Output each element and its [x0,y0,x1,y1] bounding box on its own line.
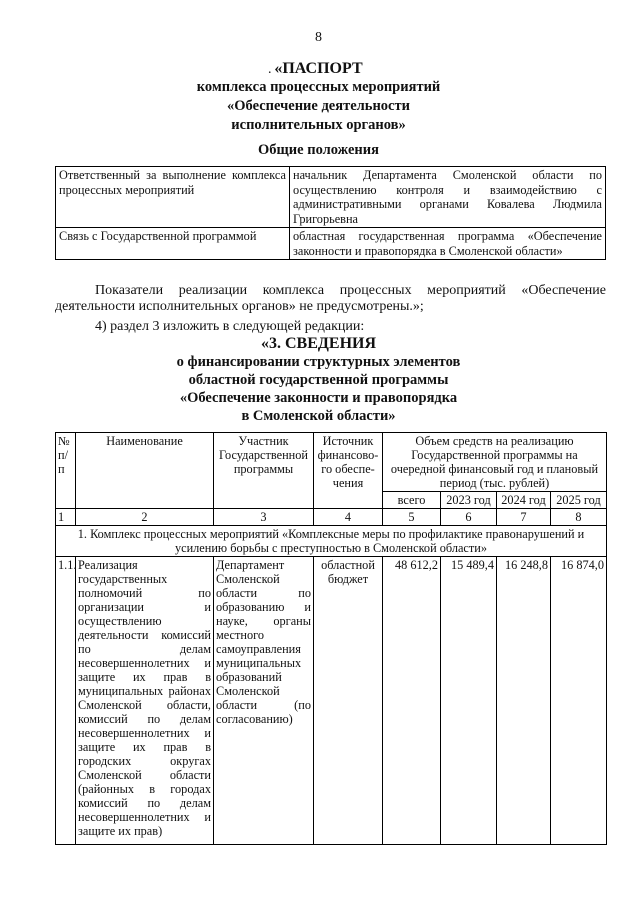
row-2025: 16 874,0 [551,557,607,845]
finance-section-row [56,526,607,557]
header-total: всего [383,492,441,509]
colnum-2: 2 [76,509,214,526]
general-value-responsible: начальник Департамента Смоленской области по осуществлению контроля и взаимодействию с административными органами Ковалева Людмила Григорьевна [290,167,606,228]
general-value-link: областная государственная программа «Обеспечение законности и правопорядка в Смоленской области» [290,228,606,260]
finance-header-row [56,433,607,492]
general-label-link: Связь с Государственной программой [56,228,290,260]
finance-column-numbers-row [56,509,607,526]
general-row-responsible [56,167,606,228]
header-num: № п/п [56,433,76,509]
section3-subtitle-2: областной государственной программы [188,372,449,388]
row-name: Реализация государственных полномочий по организации и осуществлению деятельности комиссий по делам несовершеннолетних и защите их прав в муниципальных районах Смоленской области, комиссий по делам несовершеннолетних и защите их прав в городских округах Смоленской области (районных в городах комиссий по делам несовершеннолетних и защите их прав) [76,557,214,845]
passport-title: «ПАСПОРТ [274,60,363,77]
row-2024: 16 248,8 [497,557,551,845]
header-2025: 2025 год [551,492,607,509]
table-row [56,557,607,845]
general-row-link [56,228,606,260]
colnum-5: 5 [383,509,441,526]
passport-subtitle-3: исполнительных органов» [231,117,406,133]
section3-subtitle-4: в Смоленской области» [241,408,396,424]
row-participant: Департамент Смоленской области по образованию и науке, органы местного самоуправления муниципальных образований Смоленской области (по согласованию) [214,557,314,845]
passport-subtitle-1: комплекса процессных мероприятий [196,79,441,95]
section3-title-block [0,335,637,425]
row-num: 1.1. [56,557,76,845]
header-participant: Участник Государственной программы [214,433,314,509]
header-volume: Объем средств на реализацию Государственной программы на очередной финансовый год и плановый период (тыс. рублей) [383,433,607,492]
paragraph-indicators: Показатели реализации комплекса процессных мероприятий «Обеспечение деятельности исполнительных органов» не предусмотрены.»; [55,283,606,314]
row-total: 48 612,2 [383,557,441,845]
colnum-7: 7 [497,509,551,526]
header-2023: 2023 год [441,492,497,509]
colnum-1: 1 [56,509,76,526]
row-2023: 15 489,4 [441,557,497,845]
general-heading: Общие положения [258,142,379,158]
section-row-text: 1. Комплекс процессных мероприятий «Комплексные меры по профилактике правонарушений и усилению борьбы с преступностью в Смоленской области» [56,526,607,557]
row-source: областной бюджет [314,557,383,845]
header-name: Наименование [76,433,214,509]
page-number: 8 [315,30,322,45]
stray-dot: . [268,62,272,77]
colnum-3: 3 [214,509,314,526]
header-2024: 2024 год [497,492,551,509]
header-source: Источник финансово-го обеспе-чения [314,433,383,509]
paragraph-section-edit: 4) раздел 3 изложить в следующей редакции: [95,319,365,334]
section3-subtitle-3: «Обеспечение законности и правопорядка [179,390,458,406]
general-table [55,166,606,260]
colnum-6: 6 [441,509,497,526]
general-label-responsible: Ответственный за выполнение комплекса процессных мероприятий [56,167,290,228]
section3-title: «3. СВЕДЕНИЯ [260,335,377,352]
passport-title-block [0,59,637,135]
colnum-4: 4 [314,509,383,526]
colnum-8: 8 [551,509,607,526]
passport-subtitle-2: «Обеспечение деятельности [227,98,410,114]
finance-table [55,432,607,845]
section3-subtitle-1: о финансировании структурных элементов [176,354,461,370]
